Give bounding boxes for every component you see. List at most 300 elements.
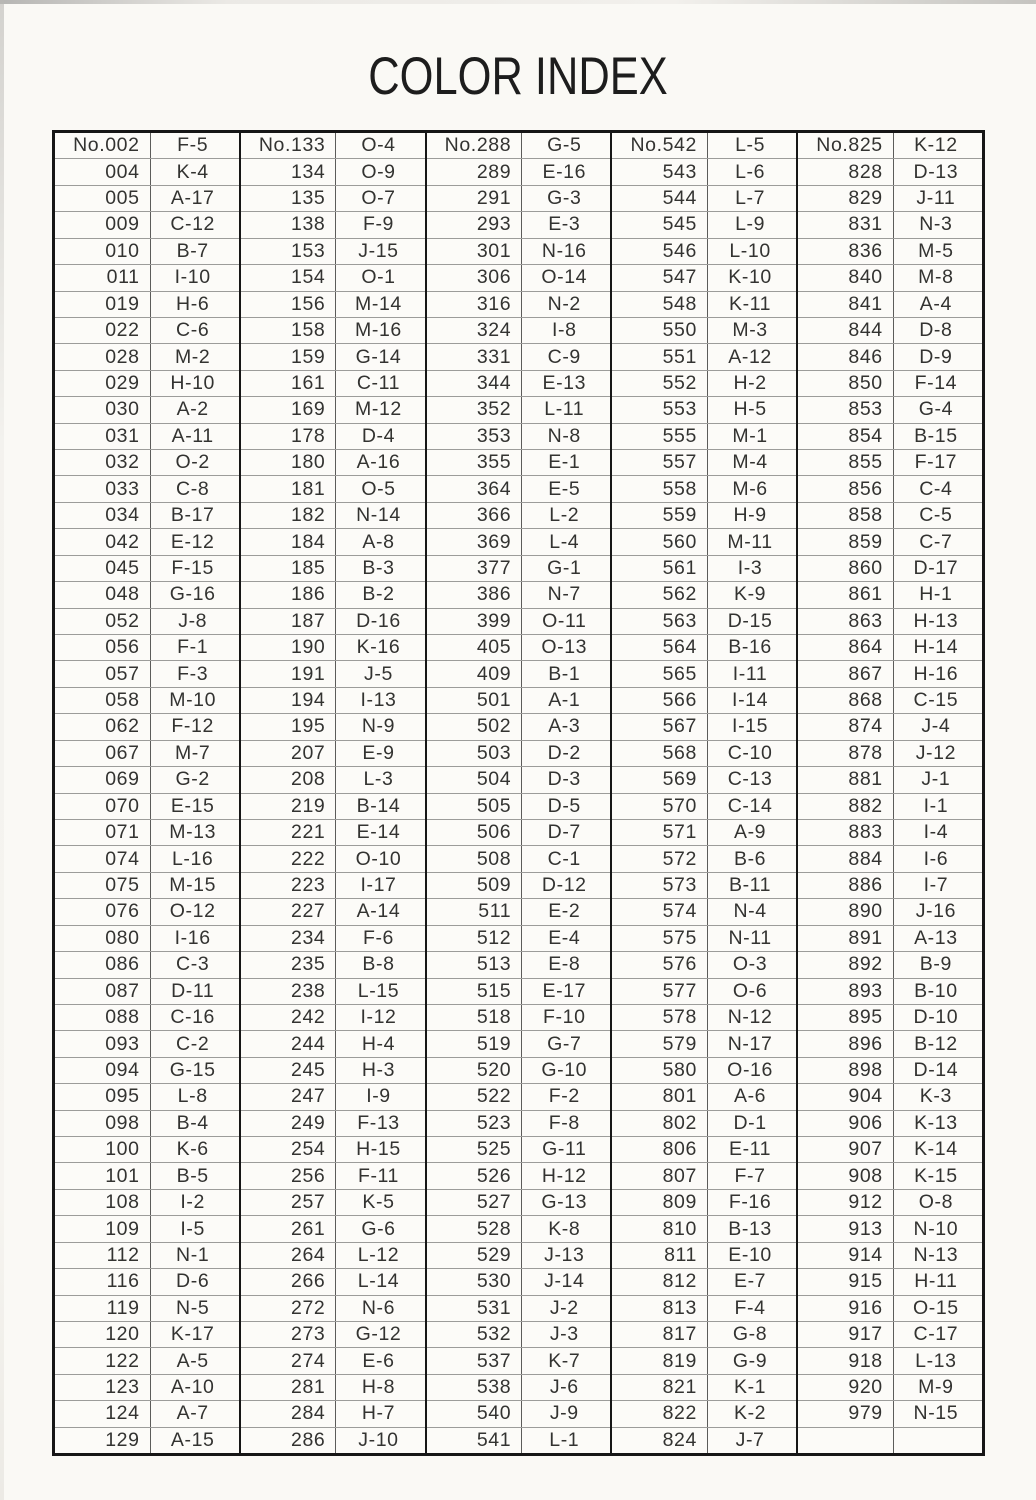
color-code-cell: H-15 xyxy=(356,1138,401,1161)
color-number-cell: 070 xyxy=(55,794,151,819)
color-number-cell: 289 xyxy=(427,159,523,184)
color-number-cell: 555 xyxy=(612,424,708,449)
color-code-cell: O-14 xyxy=(541,266,588,289)
color-code-cell: B-3 xyxy=(362,556,395,579)
color-code-cell: C-1 xyxy=(547,847,581,870)
color-code-cell: C-17 xyxy=(913,1323,959,1346)
color-code-cell: O-16 xyxy=(727,1058,773,1081)
color-code-cell: E-11 xyxy=(728,1138,772,1161)
color-number-cell: 908 xyxy=(798,1163,894,1188)
color-code-cell: G-15 xyxy=(169,1058,216,1081)
color-number-cell: 538 xyxy=(427,1375,523,1400)
color-number-cell: 859 xyxy=(798,529,894,554)
table-row xyxy=(798,794,982,820)
color-code-cell: I-11 xyxy=(732,662,768,685)
color-code-cell: C-10 xyxy=(727,741,773,764)
color-code-cell: N-8 xyxy=(547,424,581,447)
color-number-cell: 884 xyxy=(798,846,894,871)
table-row xyxy=(798,397,982,423)
color-code-cell: A-17 xyxy=(170,187,215,210)
color-code-cell: L-5 xyxy=(735,134,766,157)
color-number-cell: 005 xyxy=(55,186,151,211)
color-number-cell: 169 xyxy=(241,397,337,422)
table-row xyxy=(55,1031,239,1057)
color-code-cell: E-6 xyxy=(362,1349,395,1372)
color-number-cell: 293 xyxy=(427,212,523,237)
color-number-cell: 116 xyxy=(55,1269,151,1294)
color-code-cell: I-4 xyxy=(923,821,949,844)
table-row xyxy=(798,873,982,899)
color-number-cell: 057 xyxy=(55,661,151,686)
table-row xyxy=(55,1084,239,1110)
color-code-cell: E-7 xyxy=(733,1270,767,1293)
color-number-cell: 067 xyxy=(55,741,151,766)
table-row xyxy=(55,582,239,608)
color-number-cell: 028 xyxy=(55,344,151,369)
color-code-cell: O-11 xyxy=(542,609,587,632)
color-number-cell: 508 xyxy=(427,846,523,871)
color-code-cell: H-5 xyxy=(733,398,767,421)
table-row xyxy=(427,239,611,265)
color-code-cell: J-4 xyxy=(921,715,951,738)
table-row xyxy=(427,661,611,687)
table-column-group-3 xyxy=(425,133,611,1453)
color-code-cell: M-5 xyxy=(918,239,954,262)
color-number-cell: 883 xyxy=(798,820,894,845)
color-code-cell: M-6 xyxy=(732,477,768,500)
color-code-cell: N-13 xyxy=(913,1243,959,1266)
color-number-cell: 551 xyxy=(612,344,708,369)
table-row xyxy=(55,873,239,899)
color-code-cell: F-12 xyxy=(171,715,214,738)
table-row xyxy=(241,979,425,1005)
table-row xyxy=(427,1137,611,1163)
table-row xyxy=(427,979,611,1005)
color-number-cell: 806 xyxy=(612,1137,708,1162)
color-number-cell: 557 xyxy=(612,450,708,475)
table-row xyxy=(427,1163,611,1189)
table-row xyxy=(612,661,796,687)
table-row xyxy=(612,1058,796,1084)
color-code-cell: D-14 xyxy=(913,1058,959,1081)
table-row xyxy=(798,133,982,159)
color-code-cell: L-12 xyxy=(357,1243,400,1266)
color-code-cell: B-6 xyxy=(733,847,767,870)
color-number-cell: 519 xyxy=(427,1031,523,1056)
table-row xyxy=(55,1005,239,1031)
color-number-cell: 129 xyxy=(55,1428,151,1453)
color-code-cell: A-8 xyxy=(362,530,395,553)
color-number-cell: 119 xyxy=(55,1296,151,1321)
color-number-cell: 098 xyxy=(55,1111,151,1136)
color-code-cell: M-14 xyxy=(355,292,402,315)
table-row xyxy=(798,1243,982,1269)
table-row xyxy=(612,926,796,952)
color-number-cell: 907 xyxy=(798,1137,894,1162)
color-code-cell: A-6 xyxy=(733,1085,767,1108)
color-number-cell: 552 xyxy=(612,371,708,396)
color-number-cell: 809 xyxy=(612,1190,708,1215)
color-number-cell: 890 xyxy=(798,899,894,924)
table-row xyxy=(241,1084,425,1110)
color-number-cell: No.133 xyxy=(241,133,337,158)
color-code-cell: O-3 xyxy=(732,953,768,976)
color-number-cell: 178 xyxy=(241,424,337,449)
table-row xyxy=(241,318,425,344)
color-code-cell: O-9 xyxy=(361,160,396,183)
table-row xyxy=(427,344,611,370)
color-number-cell: 045 xyxy=(55,556,151,581)
table-row xyxy=(612,292,796,318)
table-row xyxy=(241,820,425,846)
table-row xyxy=(798,1005,982,1031)
color-number-cell: 511 xyxy=(427,899,523,924)
table-row xyxy=(55,741,239,767)
color-code-cell: E-9 xyxy=(362,741,395,764)
color-number-cell: 860 xyxy=(798,556,894,581)
color-number-cell: 227 xyxy=(241,899,337,924)
color-code-cell: H-2 xyxy=(733,372,767,394)
table-row xyxy=(241,1058,425,1084)
table-row xyxy=(427,292,611,318)
table-row xyxy=(798,1163,982,1189)
table-row xyxy=(612,397,796,423)
table-row xyxy=(612,1296,796,1322)
color-code-cell: O-12 xyxy=(169,900,216,923)
color-code-cell: A-11 xyxy=(171,424,214,447)
color-code-cell: M-2 xyxy=(174,345,211,368)
table-row xyxy=(798,741,982,767)
color-number-cell: 891 xyxy=(798,926,894,951)
table-row xyxy=(241,899,425,925)
color-code-cell: J-7 xyxy=(735,1428,765,1451)
table-row xyxy=(612,1137,796,1163)
table-row xyxy=(241,873,425,899)
color-code-cell: B-4 xyxy=(176,1111,209,1134)
color-code-cell: N-2 xyxy=(547,292,581,315)
table-row xyxy=(241,529,425,555)
table-row xyxy=(612,794,796,820)
color-code-cell: C-16 xyxy=(170,1006,215,1029)
color-code-cell: L-11 xyxy=(544,398,585,421)
table-row xyxy=(612,1111,796,1137)
color-number-cell: 562 xyxy=(612,582,708,607)
color-code-cell: K-6 xyxy=(176,1138,209,1161)
color-code-cell: I-1 xyxy=(923,794,949,817)
color-number-cell: 219 xyxy=(241,794,337,819)
color-number-cell: 836 xyxy=(798,239,894,264)
color-code-cell: I-7 xyxy=(923,874,949,897)
color-number-cell: 033 xyxy=(55,476,151,501)
table-row xyxy=(798,582,982,608)
table-row xyxy=(241,741,425,767)
color-code-cell: A-4 xyxy=(919,292,952,315)
color-number-cell: 042 xyxy=(55,529,151,554)
color-number-cell: 264 xyxy=(241,1243,337,1268)
color-code-cell: I-12 xyxy=(360,1006,397,1029)
table-row xyxy=(427,1111,611,1137)
table-row xyxy=(612,767,796,793)
table-row xyxy=(612,1031,796,1057)
color-number-cell: 364 xyxy=(427,476,523,501)
color-code-cell: J-3 xyxy=(549,1323,579,1346)
color-code-cell: E-15 xyxy=(170,794,215,817)
table-row xyxy=(427,582,611,608)
table-row xyxy=(55,714,239,740)
table-row xyxy=(798,265,982,291)
table-row xyxy=(55,846,239,872)
table-row xyxy=(612,503,796,529)
table-row xyxy=(241,503,425,529)
table-row xyxy=(612,318,796,344)
color-number-cell: 257 xyxy=(241,1190,337,1215)
table-row xyxy=(55,424,239,450)
table-row xyxy=(612,820,796,846)
color-number-cell: 874 xyxy=(798,714,894,739)
color-code-cell: G-16 xyxy=(169,583,216,606)
table-row xyxy=(612,133,796,159)
color-number-cell: 238 xyxy=(241,979,337,1004)
table-row xyxy=(55,635,239,661)
color-code-cell: F-4 xyxy=(734,1296,766,1319)
color-number-cell: 571 xyxy=(612,820,708,845)
color-code-cell: A-16 xyxy=(356,451,401,474)
color-code-cell: G-9 xyxy=(732,1349,768,1372)
table-row xyxy=(55,239,239,265)
table-row xyxy=(427,556,611,582)
color-code-cell: H-1 xyxy=(919,583,953,606)
color-number-cell: 578 xyxy=(612,1005,708,1030)
color-number-cell: 344 xyxy=(427,371,523,396)
color-number-cell: 086 xyxy=(55,952,151,977)
color-code-cell: M-9 xyxy=(918,1376,954,1399)
color-code-cell: K-9 xyxy=(733,583,767,606)
table-row xyxy=(241,714,425,740)
table-row xyxy=(55,952,239,978)
color-number-cell: 071 xyxy=(55,820,151,845)
color-number-cell: 331 xyxy=(427,344,523,369)
color-code-cell: C-12 xyxy=(170,213,215,236)
color-code-cell: A-1 xyxy=(548,689,581,712)
color-code-cell: L-2 xyxy=(549,504,580,527)
table-row xyxy=(427,1243,611,1269)
color-code-cell: A-15 xyxy=(170,1428,215,1451)
table-row xyxy=(427,397,611,423)
color-code-cell: G-13 xyxy=(541,1191,588,1214)
color-number-cell: 878 xyxy=(798,741,894,766)
table-row xyxy=(612,741,796,767)
table-row xyxy=(612,159,796,185)
color-number-cell: 080 xyxy=(55,926,151,951)
scan-edge-left xyxy=(0,0,4,1500)
color-code-cell: L-10 xyxy=(729,239,771,262)
table-row xyxy=(55,318,239,344)
color-number-cell: 191 xyxy=(241,661,337,686)
color-code-cell: J-10 xyxy=(358,1428,399,1451)
color-code-cell: E-2 xyxy=(548,900,581,923)
color-number-cell: 353 xyxy=(427,424,523,449)
color-number-cell: 505 xyxy=(427,794,523,819)
table-row xyxy=(241,582,425,608)
color-number-cell: 208 xyxy=(241,767,337,792)
color-number-cell: 550 xyxy=(612,318,708,343)
color-number-cell: 547 xyxy=(612,265,708,290)
table-row xyxy=(427,424,611,450)
color-number-cell: 868 xyxy=(798,688,894,713)
table-row xyxy=(798,503,982,529)
color-number-cell: 822 xyxy=(612,1401,708,1426)
color-number-cell: 829 xyxy=(798,186,894,211)
color-number-cell: 867 xyxy=(798,661,894,686)
table-row xyxy=(612,979,796,1005)
color-number-cell: 544 xyxy=(612,186,708,211)
table-row xyxy=(241,1428,425,1453)
table-row xyxy=(612,1005,796,1031)
color-number-cell: 558 xyxy=(612,476,708,501)
color-number-cell: 502 xyxy=(427,714,523,739)
color-number-cell: 573 xyxy=(612,873,708,898)
table-row xyxy=(427,476,611,502)
color-number-cell: 504 xyxy=(427,767,523,792)
table-row xyxy=(55,1428,239,1453)
color-code-cell: I-8 xyxy=(551,319,577,342)
color-number-cell: 088 xyxy=(55,1005,151,1030)
color-code-cell: D-3 xyxy=(547,768,581,791)
color-number-cell: 180 xyxy=(241,450,337,475)
color-code-cell: L-14 xyxy=(357,1270,400,1293)
table-row xyxy=(241,1005,425,1031)
table-row xyxy=(241,476,425,502)
color-code-cell: B-9 xyxy=(919,953,952,976)
color-number-cell: 306 xyxy=(427,265,523,290)
color-code-cell: A-10 xyxy=(170,1376,215,1399)
color-code-cell: M-3 xyxy=(732,319,768,342)
color-number-cell: 503 xyxy=(427,741,523,766)
table-row xyxy=(612,212,796,238)
color-code-cell: K-15 xyxy=(914,1164,958,1187)
color-code-cell: O-5 xyxy=(361,477,396,500)
color-number-cell: 181 xyxy=(241,476,337,501)
color-code-cell: D-1 xyxy=(733,1111,767,1134)
table-row xyxy=(241,1031,425,1057)
color-number-cell: 261 xyxy=(241,1216,337,1241)
color-code-cell: A-7 xyxy=(176,1402,209,1425)
table-row xyxy=(612,1216,796,1242)
color-code-cell: H-9 xyxy=(733,504,767,527)
color-number-cell: 186 xyxy=(241,582,337,607)
color-number-cell: 906 xyxy=(798,1111,894,1136)
color-code-cell: N-5 xyxy=(176,1296,210,1319)
color-code-cell: O-2 xyxy=(175,451,210,474)
color-code-cell: L-16 xyxy=(171,847,214,870)
color-code-cell: K-1 xyxy=(733,1376,767,1399)
color-code-cell: B-12 xyxy=(914,1032,958,1055)
color-code-cell: O-10 xyxy=(355,847,402,870)
color-number-cell: 812 xyxy=(612,1269,708,1294)
color-number-cell: 366 xyxy=(427,503,523,528)
table-row xyxy=(427,450,611,476)
table-row xyxy=(798,609,982,635)
color-code-cell: A-14 xyxy=(356,900,401,923)
color-code-cell: M-1 xyxy=(732,424,768,447)
color-code-cell: I-17 xyxy=(360,874,397,897)
color-number-cell: 052 xyxy=(55,609,151,634)
color-code-cell: H-13 xyxy=(913,609,959,632)
color-code-cell: D-11 xyxy=(171,979,215,1002)
table-row xyxy=(427,503,611,529)
table-row xyxy=(241,846,425,872)
table-row xyxy=(55,503,239,529)
color-code-cell: K-4 xyxy=(176,160,209,183)
color-code-cell: G-3 xyxy=(547,187,582,210)
table-row xyxy=(427,1296,611,1322)
color-number-cell: 123 xyxy=(55,1375,151,1400)
color-code-cell: N-7 xyxy=(547,583,581,606)
color-index-table xyxy=(52,130,985,1456)
color-number-cell: 512 xyxy=(427,926,523,951)
table-row xyxy=(612,556,796,582)
table-row xyxy=(241,292,425,318)
color-code-cell: F-8 xyxy=(548,1111,580,1134)
color-number-cell: 577 xyxy=(612,979,708,1004)
color-code-cell: L-9 xyxy=(735,213,766,236)
color-number-cell: 912 xyxy=(798,1190,894,1215)
table-row xyxy=(55,794,239,820)
table-row xyxy=(241,609,425,635)
color-code-cell: K-11 xyxy=(728,292,772,315)
table-row xyxy=(798,899,982,925)
table-row xyxy=(55,212,239,238)
color-code-cell: B-14 xyxy=(356,794,401,817)
table-row xyxy=(612,1322,796,1348)
color-number-cell: 821 xyxy=(612,1375,708,1400)
color-number-cell: 532 xyxy=(427,1322,523,1347)
color-code-cell: E-5 xyxy=(548,477,581,500)
color-number-cell: 301 xyxy=(427,239,523,264)
table-row xyxy=(55,556,239,582)
color-number-cell: 087 xyxy=(55,979,151,1004)
color-code-cell: L-3 xyxy=(363,768,394,791)
table-row xyxy=(55,1243,239,1269)
color-number-cell: 824 xyxy=(612,1428,708,1453)
table-row xyxy=(55,1058,239,1084)
color-code-cell: N-3 xyxy=(919,213,953,236)
table-row xyxy=(612,1269,796,1295)
table-row xyxy=(798,846,982,872)
color-code-cell: N-14 xyxy=(356,504,401,527)
color-number-cell: 284 xyxy=(241,1401,337,1426)
table-row xyxy=(241,952,425,978)
color-code-cell: C-13 xyxy=(727,768,773,791)
color-code-cell: F-13 xyxy=(357,1111,400,1134)
color-code-cell: G-14 xyxy=(355,345,402,368)
table-row xyxy=(55,344,239,370)
table-row xyxy=(798,926,982,952)
table-row xyxy=(798,292,982,318)
table-row xyxy=(241,159,425,185)
color-code-cell: A-2 xyxy=(176,398,209,421)
color-code-cell: L-1 xyxy=(549,1428,580,1451)
color-number-cell: 506 xyxy=(427,820,523,845)
color-number-cell: 009 xyxy=(55,212,151,237)
table-row xyxy=(612,450,796,476)
color-code-cell: H-11 xyxy=(914,1270,958,1293)
color-code-cell: B-17 xyxy=(170,504,215,527)
color-number-cell: 853 xyxy=(798,397,894,422)
color-code-cell: C-9 xyxy=(547,345,581,368)
table-row xyxy=(612,1428,796,1453)
table-row xyxy=(241,688,425,714)
